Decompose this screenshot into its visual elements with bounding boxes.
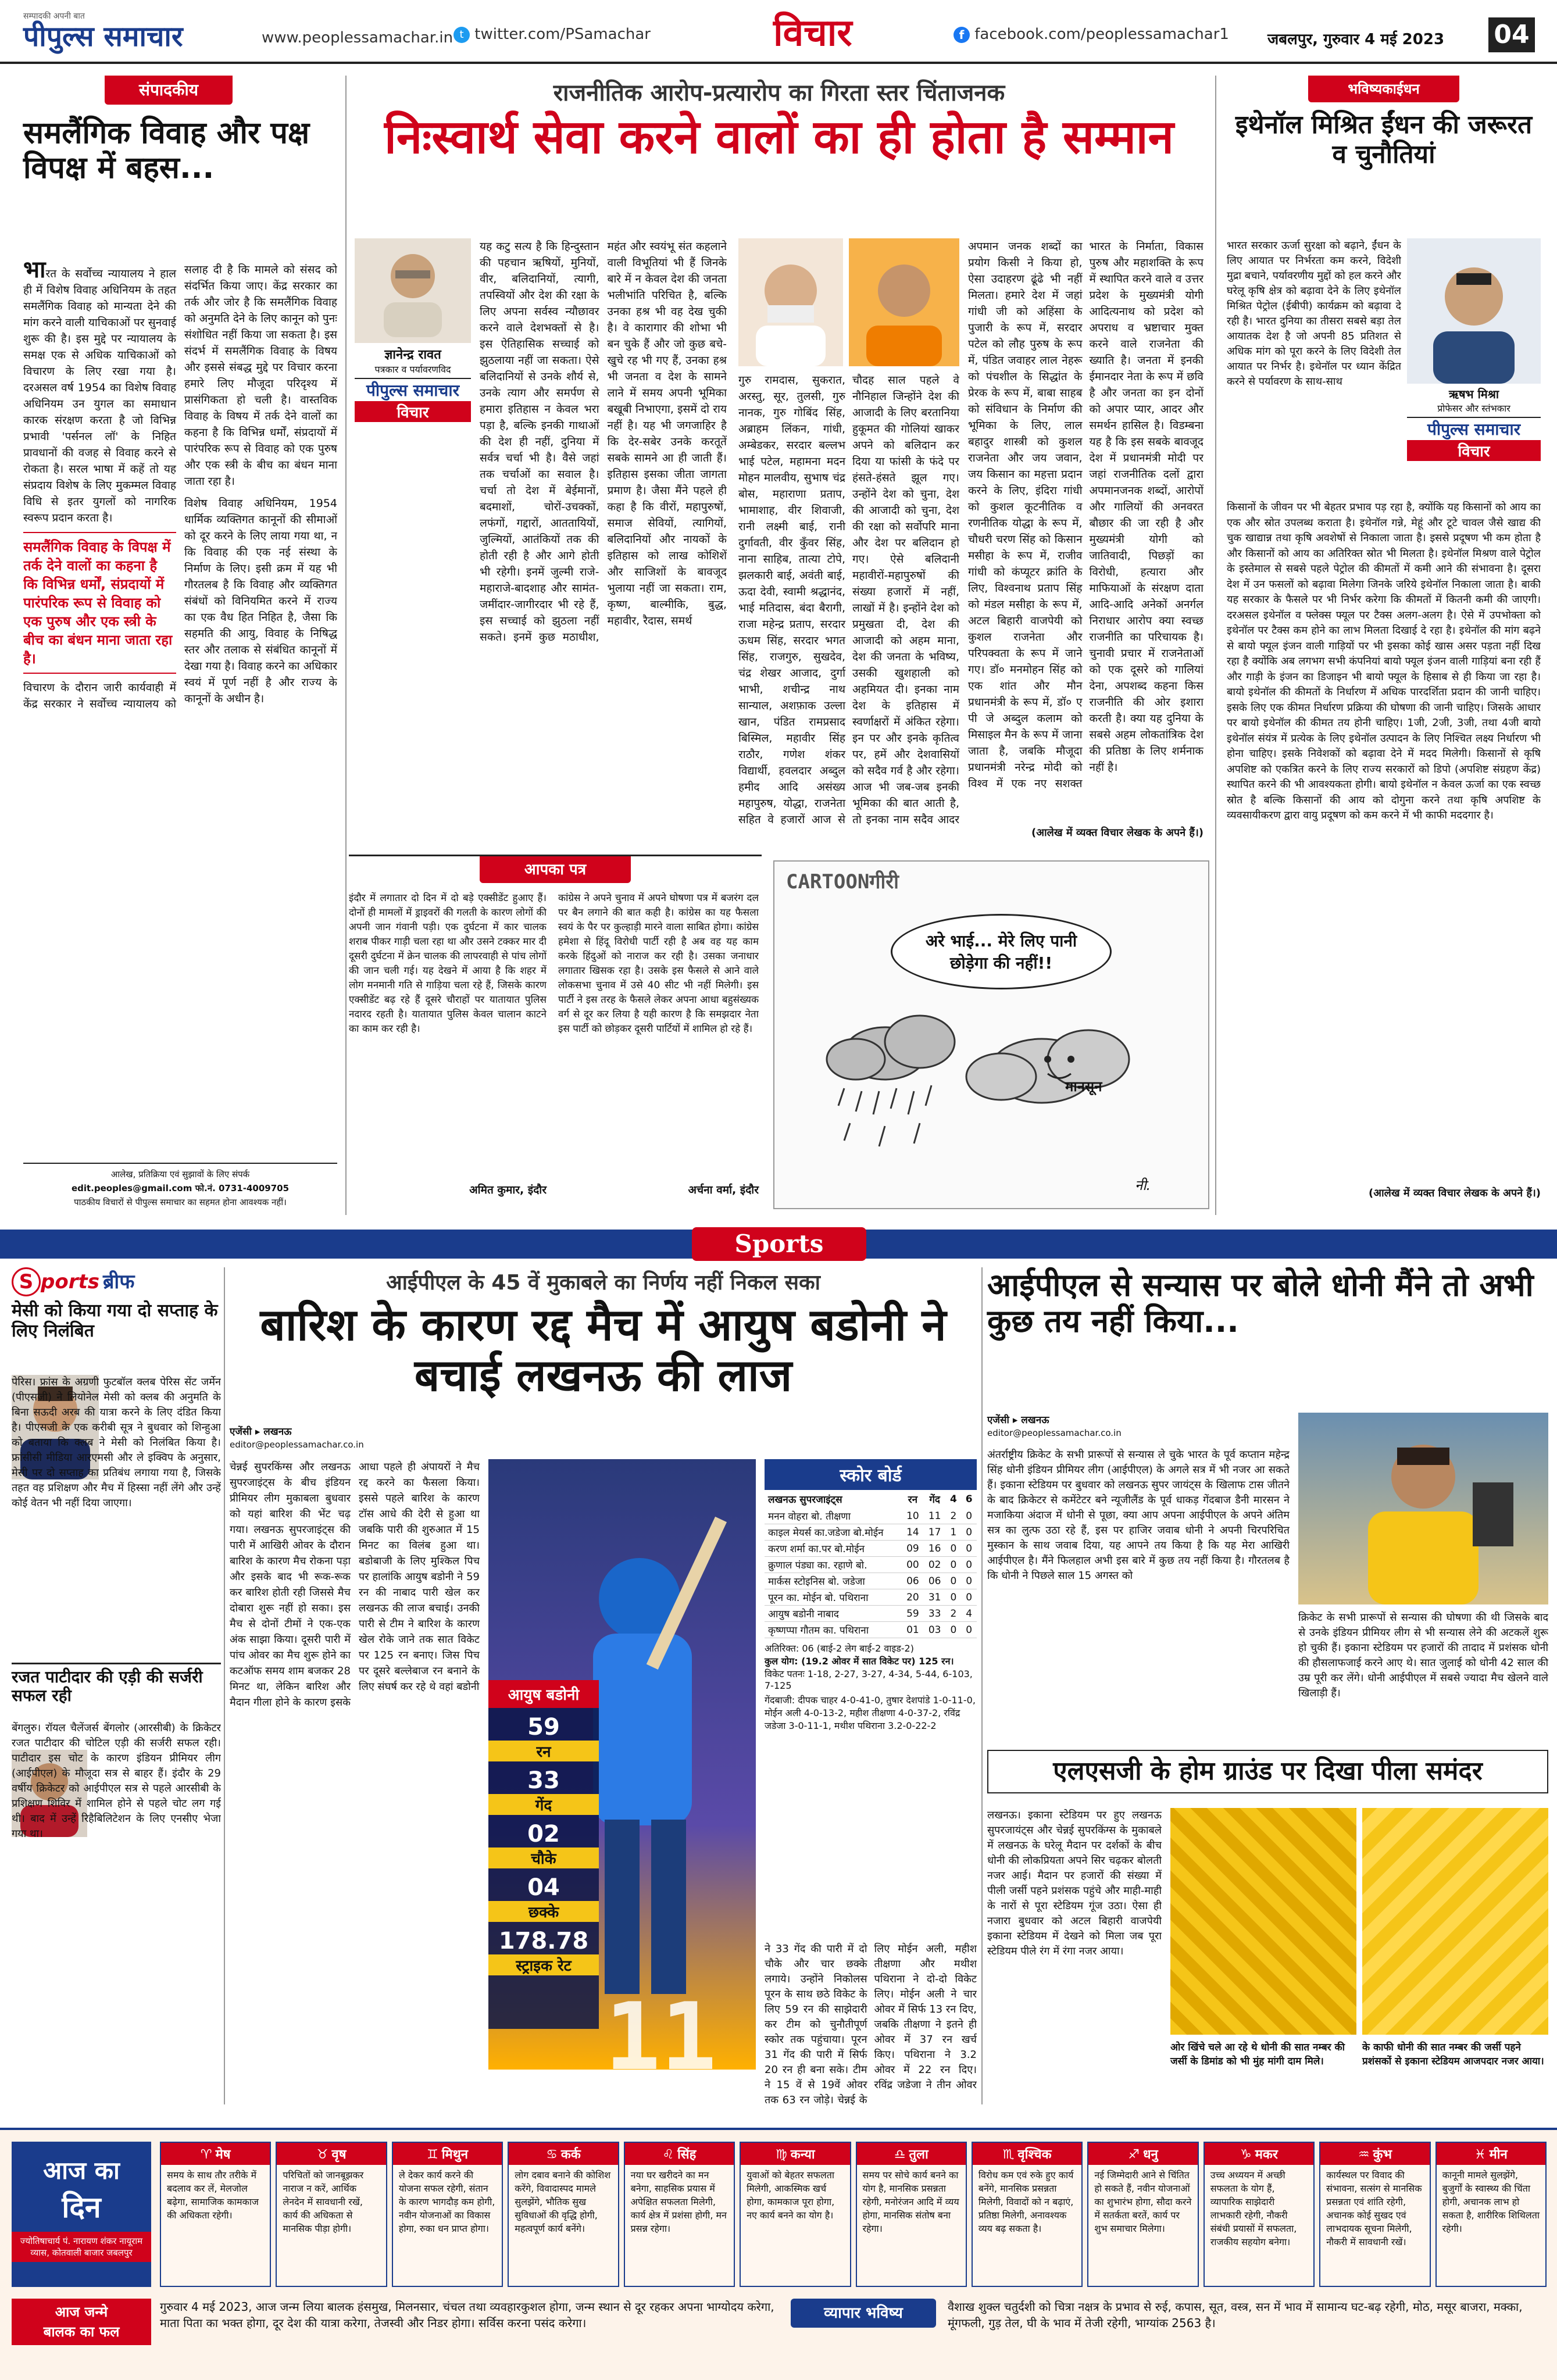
table-row — [765, 1606, 977, 1622]
leader-photo-1 — [738, 238, 843, 366]
letter-1: इंदौर में लगातार दो दिन में दो बड़े एक्सीडेंट हुआए हैं। दोनों ही मामलों में ड्राइवरों की गलती के कारण लोगों की अपनी जान गंवानी पड़ी। एक दुर्घटना में कार चालक शराब पीकर गाड़ी चला रहा था और उसने टक्कर मार दी दूसरी दुर्घटना में क्रेन चालक की लापरवाही से पांच लोगों की जान चली गई। यह देखने में आया है कि शहर में लोग मनमानी गति से गाड़िया चला रहे हैं, जिसके कारण एक्सीडेंट बढ़ रहे हैं दूसरे चौराहों पर यातायात पुलिस नदारद रहती है। यातायात पुलिस केवल चालान काटने का काम कर रही है। — [349, 892, 547, 1035]
badoni-stat-label: छक्के — [488, 1901, 599, 1922]
table-row — [765, 1589, 977, 1606]
fuel-body-top: भारत सरकार ऊर्जा सुरक्षा को बढ़ाने, ईंधन के लिए आयात पर निर्भरता कम करने, विदेशी मुद्रा बचाने, पर्यावरणीय मुद्दों को हल करने और घरेलू कृषि क्षेत्र को बढ़ावा देने के लिए इथेनॉल मिश्रित पेट्रोल (ईबीपी) कार्यक्रम को बढ़ावा दे रही है। भारत दुनिया का तीसरा सबसे बड़ा तेल आयातक देश है जो अपनी 85 प्रतिशत से अधिक मांग को पूरा करने के लिए विदेशी तेल आयात पर निर्भर है। इथेनॉल पर ध्यान केंद्रित करने से पर्यावरण के साथ-साथ — [1227, 240, 1401, 388]
scoreboard-table — [765, 1490, 977, 1638]
fuel-author-photo — [1407, 238, 1541, 384]
table-cell: मनन वोहरा बो. तीक्षणा — [765, 1508, 902, 1524]
sports-banner — [0, 1230, 1557, 1259]
rashi-name: ♍ कन्या — [741, 2143, 849, 2165]
rashi-name: ♐ धनु — [1088, 2143, 1197, 2165]
fuel-footnote: (आलेख में व्यक्त विचार लेखक के अपने हैं।) — [1369, 1187, 1541, 1199]
table-cell: 2 — [946, 1508, 962, 1524]
contact-email[interactable]: edit.peoples@gmail.com फो.नं. 0731-4009705 — [71, 1183, 290, 1193]
table-cell: 06 — [924, 1573, 946, 1589]
editorial-footer: आलेख, प्रतिक्रिया एवं सुझावों के लिए संपर्क edit.peoples@gmail.com फो.नं. 0731-4009705 पाठकीय विचारों से पीपुल्स समाचार का सहमत होना आवश्यक नहीं। — [23, 1163, 337, 1209]
editorial-body — [23, 262, 337, 1145]
drop-cap: भा — [23, 262, 46, 283]
zodiac-icon: ♍ — [775, 2147, 787, 2162]
rashi-card — [856, 2142, 967, 2287]
horoscope-title-a: आज का — [43, 2156, 120, 2185]
rashi-name: ♎ तुला — [857, 2143, 966, 2165]
rajat-body: बेंगलुरु। रॉयल चैलेंजर्स बेंगलोर (आरसीबी) के क्रिकेटर रजत पाटीदार की चोटिल एड़ी की सर्जरी सफल रही। पाटीदार इस चोट के कारण इंडियन प्रीमियर लीग (आईपीएल) के मौजूदा सत्र से बाहर हैं। इंदौर के 29 वर्षीय क्रिकेटर को आईपीएल सत्र से पहले आरसीबी के प्रशिक्षण शिविर में शामिल होने से पहले चोट लग गई थी। बाद में उन्हें रिहैबिलिटेशन के लिए एनसीए भेजा गया था। — [12, 1722, 221, 1840]
badoni-stat-label: चौके — [488, 1847, 599, 1868]
letters-section — [349, 855, 762, 1215]
extras-line: अतिरिक्त: 06 (बाई-2 लेग बाई-2 वाइड-2) — [765, 1643, 914, 1654]
zodiac-icon: ♌ — [662, 2147, 674, 2162]
table-row — [765, 1541, 977, 1557]
divider — [981, 1267, 983, 2104]
lead-kicker: राजनीतिक आरोप-प्रत्यारोप का गिरता स्तर चिंताजनक — [553, 80, 1005, 106]
badoni-photo — [488, 1459, 756, 2070]
dhoni-article — [987, 1267, 1548, 1744]
fuel-section: विचार — [1407, 440, 1541, 461]
lead-article — [349, 70, 1209, 849]
fow-line: विकेट पतनः 1-18, 2-27, 3-27, 4-34, 5-44, 6-103, 7-125 — [765, 1668, 973, 1691]
logo-text: पीपुल्स समाचार — [23, 20, 183, 53]
rashi-text: नई जिम्मेदारी आने से चिंतित हो सकते हैं, नवीन योजनाओं का शुभारंभ होगा, सौदा करने में सतर्कता बरतें, कार्य पर शुभ समाचार मिलेगा। — [1094, 2170, 1192, 2234]
yellow-body: लखनऊ। इकाना स्टेडियम पर हुए लखनऊ सुपरजायंट्स और चेन्नई सुपरकिंग्स के मुकाबले में लखनऊ के घरेलू मैदान पर दर्शकों के बीच धोनी की लोकप्रियता अपने सिर चढ़कर बोलती नजर आई। मैदान पर हजारों की संख्या में पीली जर्सी पहने प्रशंसक पहुंचे और माही-माही के नारों से पूरा स्टेडियम गूंज उठा। ऐसा ही नजारा बुधवार को अटल बिहारी वाजपेयी इकाना स्टेडियम में देखने को मिला जब पूरा स्टेडियम पीले रंग में रंगा नजर आया। — [987, 1809, 1162, 1957]
table-cell: करण शर्मा का.पर बो.मोईन — [765, 1541, 902, 1557]
cartoon-drawing — [798, 989, 1181, 1199]
table-cell: 1 — [946, 1524, 962, 1541]
sports-main — [230, 1267, 977, 2116]
table-cell: मार्कस स्टोइनिस बो. जडेजा — [765, 1573, 902, 1589]
main-headline: बारिश के कारण रद्द मैच में आयुष बडोनी ने बचाई लखनऊ की लाज — [260, 1299, 947, 1402]
lead-footnote: (आलेख में व्यक्त विचार लेखक के अपने हैं।) — [1031, 827, 1204, 839]
table-cell: 33 — [924, 1606, 946, 1622]
yellow-sea-article — [987, 1750, 1548, 2110]
fuel-logo: पीपुल्स समाचार — [1407, 417, 1541, 440]
horoscope-section — [0, 2128, 1557, 2380]
rashi-card — [392, 2142, 503, 2287]
rashi-text: नया घर खरीदने का मन बनेगा, साहसिक प्रयास में अपेक्षित सफलता मिलेगी, कार्य क्षेत्र में प्रशंसा होगी, मन प्रसन्न रहेगा। — [630, 2170, 727, 2234]
fuel-author-role: प्रोफेसर और स्तंभकार — [1437, 403, 1510, 414]
dhoni-body-2: क्रिकेट के सभी प्रारूपों से सन्यास की घोषणा की थी जिसके बाद से उनके इंडियन प्रीमियर लीग से भी सन्यास लेने की अटकलें शुरू हो चुकी हैं। इकाना स्टेडियम पर हजारों की तादाद में प्रशंसक धोनी की हौसलाफजाई करने आए थे। सात जुलाई को धोनी 42 साल की उम्र पूरी कर लेंगे। धोनी आईपीएल में सबसे ज्यादा मैच खेलने वाले खिलाड़ी हैं। — [1298, 1611, 1548, 1699]
table-cell: 14 — [902, 1524, 924, 1541]
table-cell: 2 — [946, 1606, 962, 1622]
table-cell: 4 — [961, 1606, 977, 1622]
rashi-card — [160, 2142, 271, 2287]
badoni-stat-label: रन — [488, 1741, 599, 1761]
badoni-stat-label: गेंद — [488, 1794, 599, 1815]
table-cell: पूरन का. मोईन बो. पथिराना — [765, 1589, 902, 1606]
born-today-tag: आज जन्मे बालक का फल — [12, 2299, 151, 2345]
main-kicker: आईपीएल के 45 वें मुकाबले का निर्णय नहीं निकल सका — [386, 1271, 820, 1295]
rashi-card — [1435, 2142, 1547, 2287]
letter-1-author: अमित कुमार, इंदौर — [469, 1184, 547, 1196]
zodiac-icon: ♒ — [1358, 2147, 1370, 2162]
monsoon-cloud-icon — [966, 1030, 1129, 1103]
horoscope-title-box — [12, 2142, 151, 2287]
masthead — [0, 0, 1557, 64]
table-row — [765, 1622, 977, 1638]
lead-headline: निःस्वार्थ सेवा करने वालों का ही होता है सम्मान — [384, 110, 1174, 164]
letter-2: कांग्रेस ने अपने चुनाव में अपने घोषणा पत्र में बजरंग दल पर बैन लगाने की बात कही है। कांग्रेस का यह फैसला स्वयं के पैर पर कुल्हाड़ी मारने वाला साबित होगा। कांग्रेस हमेशा से हिंदू विरोधी पार्टी रही है अब वह यह काम करके हिंदुओं को नाराज कर रही है। उसका जनाधार लगातार खिसक रहा है। उसके इस फैसले से आने वाले लोकसभा चुनाव में उसे 40 सीट भी नहीं मिलेगी। इस पार्टी ने इस तरह के फैसले लेकर अपना आधा बहुसंख्यक वर्ग से दूर कर लिया है यही कारण है कि समझदार नेता इस पार्टी को छोड़कर दूसरी पार्टियों में शामिल हो रहे हैं। — [558, 892, 759, 1035]
table-cell: 0 — [946, 1541, 962, 1557]
fuel-body: किसानों के जीवन पर भी बेहतर प्रभाव पड़ रहा है, क्योंकि यह किसानों को आय का एक और स्रोत उपलब्ध कराता है। इथेनॉल गन्ने, मेहूं और टूटे चावल जैसे खाद्य की चुक खाद्यान्न तथा कृषि अवशेषों से निकाला जाता है। इससे प्रदूषण भी कम होता है और किसानों को आय का अतिरिक्त स्रोत भी मिलता है। इथेनॉल मिश्रण वाले पेट्रोल के इस्तेमाल से सबसे पहले पेट्रोल की कीमतों में कमी आने की संभावना है। दूसरा देश में उन फसलों को बढ़ावा मिलेगा जिनके जरिये इथेनॉल निकाला जाता है। बाकी यह सरकार के फैसले पर भी निर्भर करेगा कि कीमतों में कितनी कमी की जाएगी। दरअसल इथेनॉल व फ्लेक्स फ्यूल पर टैक्स अलग-अलग है। ऐसे में उपभोक्ता को इथेनॉल पर टैक्स कम होने का लाभ मिलता दिखाई दे रहा है। इथेनॉल की मांग बढ़ने से बायो फ्यूल इंजन वाली गाड़ियों पर भी इसका कोई खास असर पड़ता नहीं दिख रहा है क्योंकि अब लगभग सभी कंपनियां बायो फ्यूल इंजन वाली गाड़ियां बना रही हैं और गाड़ी के इंजन का डिजाइन भी बायो फ्यूल के हिसाब से ही किया जा रहा है। बायो इथेनॉल की कीमतों के निर्धारण में अधिक पारदर्शिता प्रदान की जानी चाहिए। इसके लिए एक कीमत निर्धारण प्रक्रिया की घोषणा की जानी चाहिए। जिसके आधार पर बायो इथेनॉल की कीमत तय होनी चाहिए। 1जी, 2जी, 3जी, तथा 4जी बायो इथेनॉल संयंत्र में प्रत्येक के लिए इथेनॉल उत्पादन के लिए निश्चित लक्ष्य निर्धारण भी होना चाहिए। इसके निवेशकों को बढ़ावा देने में मदद मिलेगी। किसानों से कृषि अपशिष्ट को एकत्रित करने के लिए राज्य सरकारों को डिपो (अपशिष्ट संग्रहण केंद्र) स्थापित करने की भी आवश्यकता होगी। बायो इथेनॉल न केवल ऊर्जा का एक स्वच्छ स्रोत है बल्कि किसानों की आय को दोगुना करने तथा कृषि अपशिष्ट के व्यवसायीकरण द्वारा वायु प्रदूषण को कम करने में भी काफी मददगार है। — [1227, 501, 1541, 821]
badoni-stat-value: 04 — [527, 1874, 560, 1901]
scoreboard — [765, 1459, 977, 1936]
rashi-text: विरोध कम एवं रुके हुए कार्य बनेंगे, मानसिक प्रसन्नता मिलेगी, विवादों को न बढ़ाएं, प्रतिष्ठा मिलेगी, अनावश्यक व्यय बढ़ सकता है। — [978, 2170, 1074, 2234]
total-line: कुल योग: (19.2 ओवर में सात विकेट पर) 125 रन। — [765, 1656, 954, 1667]
rashi-name: ♈ मेष — [161, 2143, 270, 2165]
twitter-icon: t — [453, 27, 470, 43]
table-cell: 00 — [902, 1557, 924, 1573]
yellow-headline: एलएसजी के होम ग्राउंड पर दिखा पीला समंदर — [987, 1750, 1548, 1793]
table-cell: 0 — [961, 1622, 977, 1638]
rashi-card — [740, 2142, 851, 2287]
rashi-card — [624, 2142, 735, 2287]
cartoon-title: CARTOONगीरी — [786, 870, 899, 894]
fans-photo-2 — [1362, 1808, 1548, 2035]
table-cell: 20 — [902, 1589, 924, 1606]
leader-photo-2 — [849, 238, 959, 366]
badoni-stat-label: स्ट्राइक रेट — [488, 1954, 599, 1975]
scoreboard-body — [765, 1508, 977, 1638]
lead-col-1: यह कटु सत्य है कि हिन्दुस्तान की पहचान ऋषियों, मुनियों, वीर, बलिदानियों, त्यागी, तपस्वियों और देश की रक्षा के लिए अपना सर्वस्व न्यौछावर करने वाले देशभक्तों से है। इस ऐतिहासिक सच्चाई को झुठलाया नहीं जा सकता। ऐसे बलिदानियों से उनके शौर्य से, उनके त्याग और समर्पण से हमारा इतिहास न केवल भरा पड़ा है, बल्कि इनकी गाथाओं की देश ही नहीं, दुनिया में सर्वत्र चर्चा भी है। वैसे जहां तक चर्चाओं का सवाल है। चर्चा तो देश में बेईमानों, बदमाशों, चोरों-उचक्कों, लफंगों, गद्दारों, आततायियों, जुल्मियों, आतंकियों तक की होती रही है और आगे होती भी रहेगी। इनमें जुल्मी राजे-महाराजे-बादशाह और सामंत-जमींदार-जागीरदार भी रहे हैं, इस सच्चाई को झुठला नहीं सकते। इनमें कुछ मठाधीश, महंत और स्वयंभू संत कहलाने वाली विभूतियां भी हैं जिनके बारे में न केवल देश की जनता भलीभांति परिचित है, बल्कि उनका हश्र भी वह देख चुकी है। वे कारागार की शोभा भी बन चुके हैं और जो कुछ बचे-खुचे रह भी गए हैं, उनका हश्र भी जनता व देश के सामने लाने में समय अपनी भूमिका बखूबी निभाएगा, इसमें दो राय नहीं है। यह भी जगजाहिर है कि देर-सबेर उनके करतूतें सबके सामने आ ही जाती हैं। इतिहास इसका जीता जागता प्रमाण है। जैसा मैंने पहले ही कहा है कि वीरों, महापुरुषों, समाज सेवियों, त्यागियों, बलिदानियों और नायकों के इतिहास को लाख कोशिशें और साजिशों के बावजूद भुलाया नहीं जा सकता। राम, कृष्ण, बाल्मीकि, बुद्ध, महावीर, रैदास, समर्थ — [480, 240, 727, 644]
facebook-icon: f — [954, 27, 970, 43]
divider — [1215, 76, 1216, 1215]
fuel-author-box — [1407, 238, 1541, 494]
table-cell: 06 — [902, 1573, 924, 1589]
editorial-para-1: भारत के सर्वोच्च न्यायालय ने हाल ही में विशेष विवाह अधिनियम के तहत समलैंगिक विवाह को मान्यता देने की मांग करने वाली याचिकाओं पर सुनवाई शुरू की है। इस मुद्दे पर न्यायालय के समक्ष एक से अधिक याचिकाओं को विचारण के लिए रखा गया है। दरअसल वर्ष 1954 का विशेष विवाह अधिनियम उन युगल का समाधान कारक संरक्षण करता है जो विभिन्न प्रभावी 'पर्सनल लॉ' के निहित प्रावधानों की वजह से विवाह करने से रोकता है। सरल भाषा में कहें तो यह संप्रदाय विशेष के लिए मुकम्मल विवाह विधि से इतर युगलों को नागरिक स्वरूप प्रदान करता है। — [23, 262, 176, 526]
table-cell: 0 — [946, 1622, 962, 1638]
rashi-text: ले देकर कार्य करने की योजना सफल रहेगी, संतान के कारण भागदौड़ कम होगी, नवीन योजनाओं का विकास होगा, रुका धन प्राप्त होगा। — [398, 2170, 495, 2234]
dateline: जबलपुर, गुरुवार 4 मई 2023 — [1267, 31, 1445, 48]
zodiac-icon: ♑ — [1240, 2147, 1252, 2162]
rashi-card — [1204, 2142, 1315, 2287]
letter-2-author: अर्चना वर्मा, इंदौर — [688, 1184, 759, 1196]
zodiac-icon: ♊ — [427, 2147, 438, 2162]
scoreboard-header — [765, 1490, 977, 1508]
table-cell: 09 — [902, 1541, 924, 1557]
lead-col-2: गुरु रामदास, सुकरात, अरस्तु, सूर, तुलसी, गुरु नानक, गुरु गोबिंद सिंह, अब्राहम लिंकन, गांधी, अम्बेडकर, सरदार बल्लभ भाई पटेल, महामना मदन मोहन मालवीय, सुभाष चंद्र बोस, महाराणा प्रताप, भामाशाह, वीर शिवाजी, रानी लक्ष्मी बाई, रानी दुर्गावती, वीर कुँवर सिंह, नाना साहिब, तात्या टोपे, झलकारी बाई, अवंती बाई, ऊदा देवी, स्वामी श्रद्धानंद, भाई मतिदास, बंदा बैरागी, राजा महेन्द्र प्रताप, सरदार ऊधम सिंह, सरदार भगत सिंह, राजगुरु, सुखदेव, चंद्र शेखर आजाद, दुर्गा भाभी, शचीन्द्र नाथ सान्याल, अशफ़ाक उल्ला खान, पंडित रामप्रसाद बिस्मिल, महावीर सिंह राठौर, गणेश शंकर विद्यार्थी, हवलदार अब्दुल हमीद आदि असंख्य महापुरुष, योद्धा, राजनेता सहित वे हजारों आज से चौदह साल पहले वे नौनिहाल जिन्होंने देश की आजादी के लिए बरतानिया हुकूमत की गोलियां खाकर अपने को बलिदान कर दिया या फांसी के फंदे पर हंसते-हंसते झूल गए। उन्होंने देश को चुना, देश की आजादी को चुना, देश की रक्षा को सर्वोपरि माना और देश पर बलिदान हो गए। ऐसे बलिदानी महावीरों-महापुरुषों की संख्या हजारों में नहीं, लाखों में है। इन्होंने देश को प्रमुखता दी, देश की आजादी को अहम माना, देश की जनता के भविष्य, उसकी खुशहाली को अहमियत दी। इनका नाम देश के इतिहास में स्वर्णाक्षरों में अंकित रहेगा। इन पर और इनके कृतित्व पर, हमें और देशवासियों को सदैव गर्व है और रहेगा। आज भी जब-जब इनकी भूमिका की बात आती है, तो इनका नाम सदैव आदर — [738, 374, 959, 826]
fuel-article — [1221, 70, 1547, 1227]
zodiac-icon: ♋ — [546, 2147, 558, 2162]
zodiac-icon: ♏ — [1002, 2147, 1015, 2162]
speech-bubble: अरे भाई... मेरे लिए पानी छोड़ेगा की नहीं!! — [891, 914, 1112, 989]
editorial-para-3: विशेष विवाह अधिनियम, 1954 धार्मिक व्यक्तिगत कानूनों की सीमाओं को दूर करने के लिए लाया गया था, न कि विवाह की एक नई संस्था के निर्माण के लिए। इसी क्रम में यह भी गौरतलब है कि विवाह और व्यक्तिगत संबंधों को विनियमित करने में राज्य का एक वैध हित निहित है, जैसा कि सहमति की आयु, विवाह के निषिद्ध स्तर और तलाक से संबंधित कानूनों में देखा गया है। विवाह करने का अधिकार स्वयं में पूर्ण नहीं है और राज्य के कानूनों के अधीन है। — [184, 497, 337, 705]
rashi-card — [1319, 2142, 1430, 2287]
fuel-author-name: ऋषभ मिश्रा — [1448, 387, 1499, 401]
rashi-card — [972, 2142, 1083, 2287]
zodiac-icon: ♐ — [1128, 2147, 1140, 2162]
editorial-tag: संपादकीय — [105, 76, 233, 105]
score-header-cell: 6 — [965, 1493, 973, 1505]
rashi-name: ♒ कुंभ — [1320, 2143, 1429, 2165]
page-number: 04 — [1488, 17, 1535, 52]
table-row — [765, 1573, 977, 1589]
rashi-card — [1087, 2142, 1198, 2287]
table-cell: 0 — [946, 1589, 962, 1606]
messi-headline: मेसी को किया गया दो सप्ताह के लिए निलंबित — [12, 1300, 218, 1341]
lead-col-3: अपमान जनक शब्दों का प्रयोग किसी ने किया हो, ऐसा उदाहरण ढूंढे भी नहीं मिलता। हमारे देश में जहां गांधी जी को अहिंसा के पुजारी के रूप में, सरदार पटेल को लौह पुरुष के रूप में, पंडित जवाहर लाल नेहरू को पंचशील के सिद्धांत के प्रेरक के रूप में, बाबा साहब को संविधान के निर्माण की भूमिका के लिए, लाल बहादुर शास्त्री को कुशल राजनेता और जय जवान, जय किसान का महत्ता प्रदान करने के लिए, इंदिरा गांधी को कुशल कूटनीतिक व रणनीतिक योद्धा के रूप में, चौधरी चरण सिंह को किसान मसीहा के रूप में, राजीव गांधी को कंप्यूटर क्रांति के लिए, विश्वनाथ प्रताप सिंह को मंडल मसीहा के रूप में, अटल बिहारी वाजपेयी को कुशल राजनेता और परिपक्वता के रूप में जाने गए। डॉ० मनमोहन सिंह को एक शांत और मौन प्रधानमंत्री के रूप में, डॉ० ए पी जे अब्दुल कलाम को मिसाइल मैन के रूप में जाना जाता है, जबकि मौजूदा प्रधानमंत्री नरेन्द्र मोदी को विश्व में एक नए सशक्त भारत के निर्माता, विकास पुरुष और महाशक्ति के रूप में स्थापित करने वाले व उत्तर प्रदेश के मुख्यमंत्री योगी आदित्यनाथ को प्रदेश को अपराध व भ्रष्टाचार मुक्त करने वाले राजनेता की ख्याति है। जनता में इनकी ईमानदार नेता के रूप में छवि है और जनता का इन दोनों को अपार प्यार, आदर और समर्थन हासिल है। विडम्बना यह है कि इस सबके बावजूद देश में प्रधानमंत्री मोदी पर जहां राजनीतिक दलों द्वारा अपमानजनक शब्दों, आरोपों और गालियों की अनवरत बौछार की जा रही है और मुख्यमंत्री योगी को जातिवादी, पिछड़ों का विरोधी, हत्यारा और माफियाओं के संरक्षण दाता आदि-आदि अनेकों अनर्गल निराधार आरोप क्या स्वच्छ राजनीति का परिचायक है। चुनावी प्रचार में राजनेताओं को एक दूसरे को गालियां देना, अपशब्द कहना किस राजनीति की ओर इशारा करती है। क्या यह दुनिया के सबसे अहम लोकतांत्रिक देश की प्रतिष्ठा के लिए शर्मनाक नहीं है। — [968, 240, 1204, 790]
masthead-logo[interactable] — [23, 10, 256, 57]
score-team: लखनऊ सुपरजाइंट्स — [768, 1494, 842, 1506]
main-byline: एजेंसी ▸ लखनऊ — [230, 1426, 292, 1438]
section-title: विचार — [773, 12, 852, 55]
table-cell: आयुष बडोनी नाबाद — [765, 1606, 902, 1622]
rashi-name: ♊ मिथुन — [393, 2143, 502, 2165]
dhoni-photo — [1298, 1413, 1548, 1604]
dhoni-email[interactable]: editor@peoplessamachar.co.in — [987, 1428, 1122, 1438]
badoni-stats-list — [488, 1708, 599, 1975]
dhoni-headline: आईपीएल से सन्यास पर बोले धोनी मैंने तो अभी कुछ तय नहीं किया... — [987, 1267, 1534, 1340]
rashi-text: समय के साथ तौर तरीके में बदलाव कर लें, मेलजोल बढ़ेगा, सामाजिक कामकाज की अधिकता रहेगी। — [167, 2170, 259, 2221]
astrologer: ज्योतिषाचार्य पं. नारायण शंकर नायूराम व्यास, कोतवाली बाजार जबलपुर — [12, 2232, 151, 2262]
sports-banner-label: Sports — [692, 1227, 866, 1261]
table-cell: 0 — [961, 1557, 977, 1573]
main-col-1: चेन्नई सुपरकिंग्स और लखनऊ सुपरजाइंट्स के बीच इंडियन प्रीमियर लीग मुकाबला बुधवार को यहां बारिश की भेंट चढ़ गया। लखनऊ सुपरजाइंट्स की पारी में आखिरी ओवर के दौरान बारिश के कारण मैच रोकना पड़ा और इसके बाद भी रूक-रूक कर बारिश होती रही जिससे मैच दोबारा शुरू नहीं हो सका। इस मैच से दोनों टीमों ने एक-एक अंक साझा किया। दूसरी पारी में पांच ओवर का मैच शुरू होने का कटऑफ समय शाम बजकर 28 मिनट था, लेकिन बारिश और मैदान गीला होने के कारण इसके आधा पहले ही अंपायरों ने मैच रद्द करने का फैसला किया। इससे पहले बारिश के कारण टॉस आधे की देरी से हुआ था जबकि पारी की शुरुआत में 15 मिनट का विलंब हुआ था। बडोबाजी के लिए मुश्किल पिच पर हालांकि आयुष बडोनी ने 59 रन की नाबाद पारी खेल कर लखनऊ की लाज बचाई। उनकी पारी से टीम ने बारिश के कारण खेल रोके जाने तक सात विकेट पर 125 रन बनाए। जिस पिच पर दूसरे बल्लेबाज रन बनाने के लिए संघर्ष कर रहे थे वहां बडोनी — [230, 1461, 480, 1709]
table-cell: 0 — [961, 1589, 977, 1606]
rashi-name: ♑ मकर — [1205, 2143, 1313, 2165]
score-header-cell: गेंद — [929, 1494, 940, 1506]
bowling-line: गेंदबाजी: दीपक चाहर 4-0-41-0, तुषार देशपांडे 1-0-11-0, मोईन अली 4-0-13-2, महीश तीक्षणा 4-0-37-2, रविंद्र जडेजा 3-0-11-1, मथीश पथिराना 3.2-0-22-2 — [765, 1695, 976, 1731]
table-cell: 59 — [902, 1606, 924, 1622]
main-email[interactable]: editor@peoplessamachar.co.in — [230, 1439, 364, 1450]
author-logo: पीपुल्स समाचार — [355, 378, 471, 401]
twitter-link[interactable]: t twitter.com/PSamachar — [453, 26, 651, 43]
caption-2: के काफी धोनी की सात नम्बर की जर्सी पहने प्रशंसकों से इकाना स्टेडियम आजपदार नजर आया। — [1362, 2042, 1544, 2067]
table-cell: 0 — [961, 1573, 977, 1589]
born-today-text: गुरुवार 4 मई 2023, आज जन्म लिया बालक हंसमुख, मिलनसार, चंचल तथा व्यवहारकुशल होगा, जन्म स्थान से दूर रहकर अपना भाग्योदय करेगा, माता पिता का भक्त होगा, दूर देश की यात्रा करेगा, तेजस्वी और निडर होगा। सर्विस करना पसंद करेगा। — [160, 2300, 774, 2330]
zodiac-icon: ♈ — [200, 2147, 212, 2162]
table-cell: कृष्णप्पा गौतम का. पथिराना — [765, 1622, 902, 1638]
cartoonist-signature: नी. — [1135, 1177, 1151, 1193]
cartoon — [773, 860, 1209, 1209]
rain-lines — [838, 1085, 931, 1146]
rashi-text: कार्यस्थल पर विवाद की संभावना, सत्संग से मानसिक प्रसन्नता एवं शांति रहेगी, अचानक कोई सुखद एवं लाभदायक सूचना मिलेगी, नौकरी में सावधानी रखें। — [1326, 2170, 1422, 2247]
rashi-name: ♏ वृश्चिक — [973, 2143, 1081, 2165]
messi-body: पेरिस। फ्रांस के अग्रणी फुटबॉल क्लब पेरिस सेंट जर्मेन (पीएसजी) ने लियोनेल मेसी को क्लब की अनुमति के बिना सऊदी अरब की यात्रा करने के लिए दंडित किया है। पीएसजी के एक करीबी सूत्र ने बुधवार को शिन्हुआ को बताया कि क्लब ने मेसी को निलंबित किया है। फ्रांसीसी मीडिया आरएमसी और ले इक्विप के अनुसार, मेसी पर दो सप्ताह का प्रतिबंध लगाया गया है, जिसके तहत वह प्रशिक्षण और मैच में हिस्सा नहीं लेंगे और उन्हें कोई वेतन भी नहीं दिया जाएगा। — [12, 1376, 221, 1509]
badoni-stats-panel — [488, 1680, 599, 2029]
author-name: ज्ञानेन्द्र रावत — [384, 348, 441, 362]
rashi-name: ♓ मीन — [1437, 2143, 1545, 2165]
dhoni-body: अंतर्राष्ट्रीय क्रिकेट के सभी प्रारूपों से सन्यास ले चुके भारत के पूर्व कप्तान महेन्द्र सिंह धोनी इंडियन प्रीमियर लीग (आईपीएल) के अगले सत्र में भी नजर आ सकते हैं। इकाना स्टेडियम पर बुधवार को लखनऊ सुपर जायंट्स के खिलाफ टास जीतने के बाद क्रिकेटर से कमेंटेटर बने न्यूजीलैंड के पूर्व धाकड़ गेंदबाज डैनी मारसन ने मजाकिया अंदाज में धोनी से पूछा, क्या आप अपना आईपीएल के अपने अंतिम सत्र का लुत्फ उठा रहे हैं, इस पर हाजिर जवाब धोनी ने अपनी चिरपरिचित मुस्कान के साथ जवाब दिया, यह आपने तय किया है कि यह मेरा आखिरी आईपीएल है। मैंने फिलहाल अभी इस बारे में कुछ तय नहीं किया है। गौरतलब है कि धोनी ने पिछले साल 15 अगस्त को — [987, 1449, 1290, 1582]
table-cell: 0 — [961, 1541, 977, 1557]
badoni-stat-value: 59 — [527, 1714, 560, 1741]
score-header-cell: 4 — [949, 1493, 957, 1505]
author-section: विचार — [355, 401, 471, 422]
rashi-text: उच्च अध्ययन में अच्छी सफलता के योग हैं, व्यापारिक साझेदारी लाभकारी रहेगी, नौकरी संबंधी प्रयासों में सफलता, राजकीय सहयोग बनेगा। — [1210, 2170, 1297, 2247]
facebook-link[interactable]: f facebook.com/peoplessamachar1 — [954, 26, 1229, 43]
table-cell: 02 — [924, 1557, 946, 1573]
author-photo — [355, 238, 471, 343]
small-cloud-icon — [827, 1016, 955, 1080]
table-cell: 0 — [946, 1573, 962, 1589]
rashi-text: कानूनी मामले सुलझेंगे, बुजुर्गों के स्वास्थ्य की चिंता होगी, अचानक लाभ हो सकता है, शारीरिक शिथिलता रहेगी। — [1442, 2170, 1540, 2234]
score-header-cell: रन — [908, 1494, 918, 1506]
table-cell: 0 — [946, 1557, 962, 1573]
badoni-stat-value: 33 — [527, 1767, 560, 1794]
rashi-grid — [160, 2142, 1547, 2287]
table-cell: 11 — [924, 1508, 946, 1524]
brief-tag: S ports ब्रीफ — [12, 1267, 221, 1296]
divider — [224, 1267, 225, 2104]
author-box — [355, 238, 471, 424]
fans-photo-1 — [1170, 1808, 1356, 2035]
rashi-card — [276, 2142, 387, 2287]
table-cell: 31 — [924, 1589, 946, 1606]
table-cell: काइल मेयर्स का.जडेजा बो.मोईन — [765, 1524, 902, 1541]
dhoni-byline: एजेंसी ▸ लखनऊ — [987, 1414, 1049, 1426]
table-cell: 10 — [902, 1508, 924, 1524]
rashi-name: ♋ कर्क — [509, 2143, 617, 2165]
business-tag: व्यापार भविष्य — [791, 2299, 936, 2328]
table-cell: 0 — [961, 1508, 977, 1524]
rashi-name: ♉ वृष — [277, 2143, 385, 2165]
editorial-headline: समलैंगिक विवाह और पक्ष विपक्ष में बहस... — [23, 116, 310, 185]
zodiac-icon: ♉ — [316, 2147, 328, 2162]
letters-tag: आपका पत्र — [480, 856, 631, 883]
main-col-2: ने 33 गेंद की पारी में दो चौके और चार छक्के लगाये। उन्होंने निकोलस पूरन के साथ छठे विकेट के लिए 59 रन की साझेदारी कर टीम को चुनौतीपूर्ण स्कोर तक पहुंचाया। पूरन 31 गेंद की पारी में सिर्फ 20 रन ही बना सके। टीम ने 15 वें से 19वें ओवर तक 63 रन जोड़े। चेन्नई के लिए मोईन अली, महीश तीक्षणा और मथीश पथिराना ने दो-दो विकेट लिए। मोईन अली ने चार ओवर में सिर्फ 13 रन दिए, जबकि तीक्षणा ने इतने ही ओवर में 37 रन खर्च किए। पथिराना ने 3.2 ओवर में 22 रन दिए। रविंद्र जडेजा ने तीन ओवर — [765, 1943, 977, 2106]
big-number: 11 — [605, 1982, 717, 2070]
business-text: वैशाख शुक्ल चतुर्दशी को चित्रा नक्षत्र के प्रभाव से रुई, कपास, सूत, वस्त्र, सन में भाव में सामान्य घट-बढ़ रहेगी, मोठ, मसूर बाजरा, मक्का, मूंगफली, गुड़ तेल, घी के भाव में तेजी रहेगी, भाग्यांक 2563 है। — [948, 2300, 1523, 2330]
horoscope-title-b: दिन — [62, 2190, 101, 2224]
fuel-headline: इथेनॉल मिश्रित ईंधन की जरूरत व चुनौतियां — [1235, 110, 1533, 169]
rashi-text: समय पर सोचे कार्य बनने का योग है, मानसिक प्रसन्नता रहेगी, मनोरंजन आदि में व्यय होगा, मानसिक संतोष बना रहेगा। — [862, 2170, 959, 2234]
badoni-stat-value: 178.78 — [498, 1928, 589, 1954]
table-cell: 01 — [902, 1622, 924, 1638]
zodiac-icon: ♓ — [1474, 2147, 1486, 2162]
rajat-headline: रजत पाटीदार की एड़ी की सर्जरी सफल रही — [12, 1663, 221, 1705]
table-row — [765, 1524, 977, 1541]
editorial-para-2: विचारण के दौरान जारी कार्यवाही में केंद्र सरकार ने सर्वोच्च न्यायालय को सलाह दी है कि मामले को संसद को संदर्भित किया जाए। केंद्र सरकार का तर्क और जोर है कि समलैंगिक विवाह को अनुमति देने के लिए कानून को पुनः संशोधित नहीं किया जा सकता है। इस संदर्भ में समलैंगिक विवाह के विषय और इससे संबद्ध मुद्दे पर विचार करना हमारे लिए मौजूदा परिदृश्य में प्रासंगिकता हो चली है। वास्तविक विवाह के विषय में तर्क देने वालों का कहना है कि विभिन्न धर्मों, संप्रदायों में पारंपरिक रूप से विवाह को एक पुरुष और एक स्त्री के बीच का बंधन माना जाता रहा है। — [23, 263, 337, 710]
zodiac-icon: ♎ — [894, 2147, 906, 2162]
sports-briefs — [12, 1267, 221, 2128]
divider — [345, 76, 347, 1215]
table-cell: 03 — [924, 1622, 946, 1638]
fuel-tag: भविष्यकाईधन — [1308, 76, 1459, 102]
rashi-text: परिचितों को जानबूझकर नाराज न करें, आर्थिक लेनदेन में सावधानी रखें, कार्य की अधिकता से मानसिक पीड़ा होगी। — [283, 2170, 364, 2234]
logo-tagline: सम्पादकी अपनी बात — [23, 12, 85, 21]
cloud-label: मानसून — [1065, 1078, 1102, 1095]
table-cell: 0 — [961, 1524, 977, 1541]
rashi-card — [508, 2142, 619, 2287]
pull-quote: समलैंगिक विवाह के विपक्ष में तर्क देने वालों का कहना है कि विभिन्न धर्मों, संप्रदायों में पारंपरिक रूप से विवाह को एक पुरुष और एक स्त्री के बीच का बंधन माना जाता रहा है। — [23, 532, 176, 674]
caption-1: ओर खिंचे चले आ रहे थे धोनी की सात नम्बर की जर्सी के डिमांड को भी मुंह मांगी दाम मिले। — [1170, 2042, 1345, 2067]
rashi-text: युवाओं को बेहतर सफलता मिलेगी, आकस्मिक खर्च होगा, कामकाज पूरा होगा, नए कार्य बनने का योग है। — [747, 2170, 835, 2221]
rashi-text: लोग दबाव बनाने की कोशिश करेंगे, विवादास्पद मामले सुलझेंगे, भौतिक सुख सुविधाओं की वृद्धि होगी, महत्वपूर्ण कार्य बनेंगे। — [515, 2170, 611, 2234]
table-cell: 17 — [924, 1524, 946, 1541]
table-cell: क्रुणाल पंड्या का. रहाणे बो. — [765, 1557, 902, 1573]
editorial-section — [12, 70, 343, 1227]
badoni-label: आयुष बडोनी — [488, 1680, 599, 1708]
badoni-stat-value: 02 — [527, 1821, 560, 1847]
scoreboard-title: स्कोर बोर्ड — [765, 1459, 977, 1490]
author-role: पत्रकार व पर्यावरणविद — [374, 364, 451, 375]
rashi-name: ♌ सिंह — [625, 2143, 734, 2165]
table-cell: 16 — [924, 1541, 946, 1557]
table-row — [765, 1557, 977, 1573]
table-row — [765, 1508, 977, 1524]
website-link[interactable]: www.peoplessamachar.in — [262, 29, 453, 47]
